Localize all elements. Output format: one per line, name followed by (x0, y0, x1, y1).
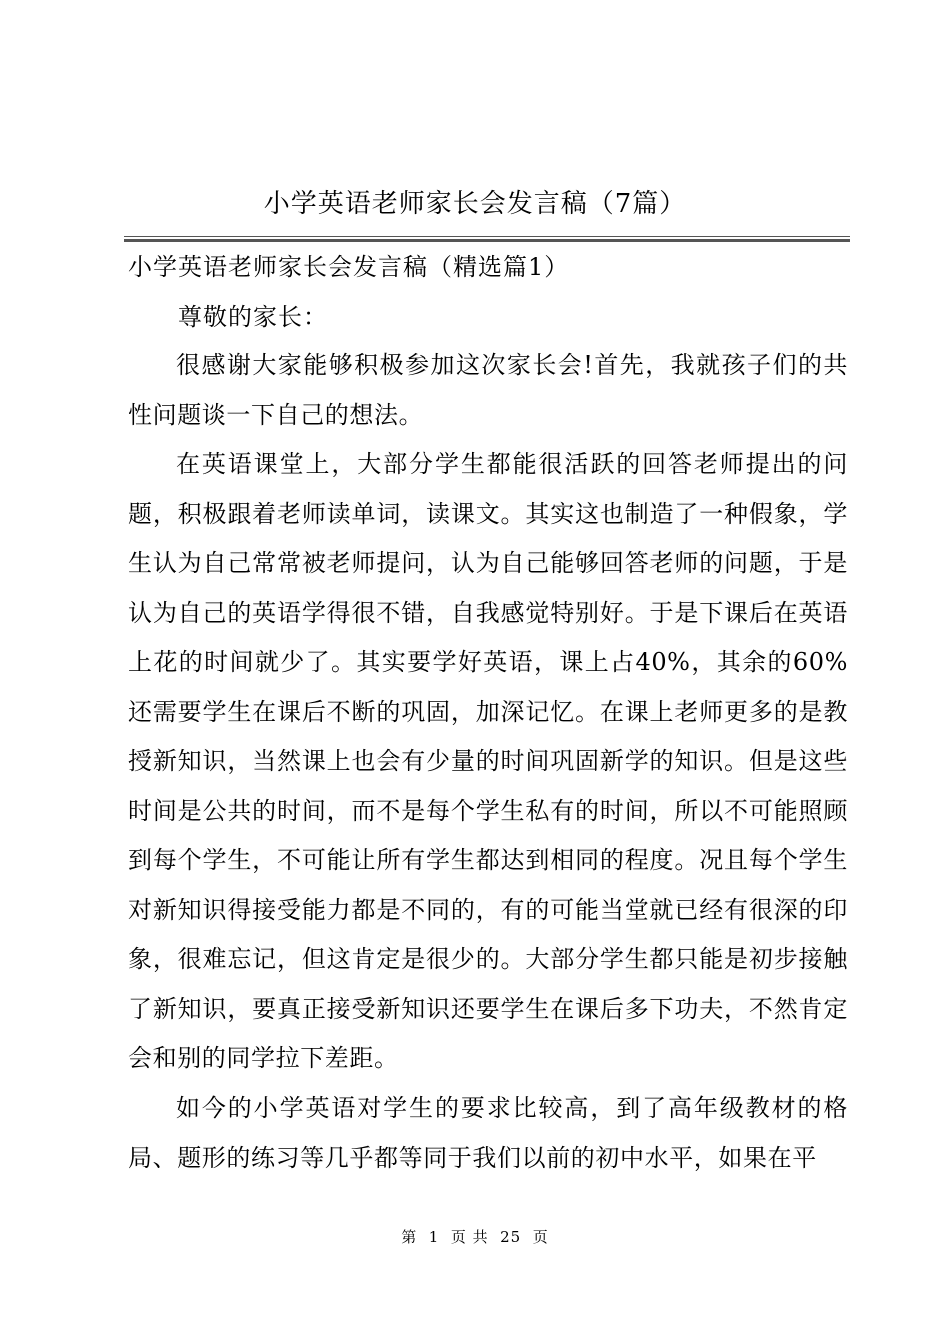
document-title: 小学英语老师家长会发言稿（7篇） (263, 189, 687, 219)
title-divider-thin (124, 236, 850, 237)
body-paragraph-2: 在英语课堂上，大部分学生都能很活跃的回答老师提出的问题，积极跟着老师读单词，读课文。其实这也制造了一种假象，学生认为自己常常被老师提问，认为自己能够回答老师的问题，于是认为自己的英语学得很不错，自我感觉特别好。于是下课后在英语上花的时间就少了。其实要学好英语，课上占40%，其余的60%还需要学生在课后不断的巩固，加深记忆。在课上老师更多的是教授新知识，当然课上也会有少量的时间巩固新学的知识。但是这些时间是公共的时间，而不是每个学生私有的时间，所以不可能照顾到每个学生，不可能让所有学生都达到相同的程度。况且每个学生对新知识得接受能力都是不同的，有的可能当堂就已经有很深的印象，很难忘记，但这肯定是很少的。大部分学生都只能是初步接触了新知识，要真正接受新知识还要学生在课后多下功夫，不然肯定会和别的同学拉下差距。 (128, 450, 848, 1072)
title-divider-thick (124, 239, 850, 242)
salutation: 尊敬的家长： (178, 303, 328, 331)
section-heading: 小学英语老师家长会发言稿（精选篇1） (128, 253, 570, 281)
page-number-footer: 第 1 页 共 25 页 (401, 1228, 549, 1246)
body-paragraph-3: 如今的小学英语对学生的要求比较高，到了高年级教材的格局、题形的练习等几乎都等同于我们以前的初中水平，如果在平 (128, 1094, 848, 1172)
body-paragraph-1: 很感谢大家能够积极参加这次家长会!首先，我就孩子们的共性问题谈一下自己的想法。 (128, 351, 848, 429)
